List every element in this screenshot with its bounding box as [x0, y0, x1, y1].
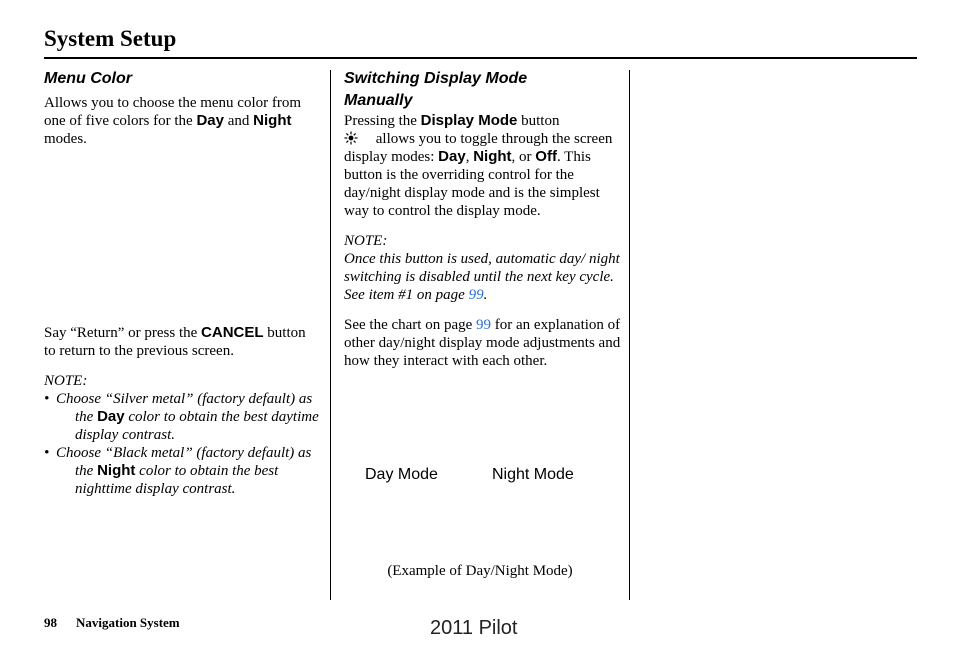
- p1-text-a: Pressing the: [344, 113, 421, 129]
- bullet2-text-a: Choose “Black metal” (factory default) as the: [56, 445, 312, 479]
- cancel-key: CANCEL: [201, 324, 264, 341]
- display-mode-key: Display Mode: [420, 112, 518, 129]
- day-mode-label: Day Mode: [365, 466, 438, 483]
- bullet2-text-b: color to obtain the best nighttime display contrast.: [75, 463, 279, 497]
- p1-text-d: . This button is the overriding control for the day/night display mode and is the simplest way to control the display mode.: [344, 149, 600, 219]
- intro-night-key: Night: [253, 112, 292, 129]
- column-divider-left: [330, 70, 331, 600]
- p1-sep2: , or: [511, 149, 536, 165]
- bullet2-night-key: Night: [97, 462, 136, 479]
- bullet1-text-a: Choose “Silver metal” (factory default) as the: [56, 391, 313, 425]
- watermark: 2011 Pilot: [430, 617, 518, 639]
- bullet1-text-b: color to obtain the best daytime display contrast.: [75, 409, 319, 443]
- switching-heading-line1: Switching Display Mode: [344, 70, 528, 87]
- p2-text-a: See the chart on page: [344, 317, 477, 333]
- p1-off-key: Off: [535, 148, 557, 165]
- p1-sep1: ,: [465, 149, 474, 165]
- example-caption: (Example of Day/Night Mode): [387, 563, 573, 579]
- page-number: 98: [44, 615, 57, 630]
- switching-note-text: [344, 250, 624, 304]
- say-text-b: button to return to the previous screen.: [44, 325, 306, 359]
- intro-text-a: Allows you to choose the menu color from one of five colors for the: [44, 95, 302, 129]
- night-mode-label: Night Mode: [492, 466, 574, 483]
- intro-text-c: modes.: [44, 131, 87, 147]
- bullet-icon: •: [44, 445, 50, 461]
- switching-display-section: [344, 68, 624, 370]
- bullet-icon: •: [44, 391, 50, 407]
- list-item: [44, 444, 319, 498]
- note-text-b: .: [483, 287, 488, 303]
- page-title: System Setup: [44, 26, 177, 51]
- bullet1-day-key: Day: [97, 408, 125, 425]
- say-return-paragraph: [44, 324, 319, 360]
- say-text-a: Say “Return” or press the: [44, 325, 202, 341]
- manual-name: Navigation System: [76, 615, 180, 630]
- menu-color-heading: Menu Color: [44, 70, 132, 87]
- p1-text-c: allows you to toggle through the screen display modes:: [344, 131, 613, 165]
- p1-text-b: button: [517, 113, 560, 129]
- page-99-link-2[interactable]: 99: [476, 317, 492, 333]
- chart-reference-paragraph: [344, 316, 624, 370]
- page-99-link[interactable]: 99: [468, 287, 484, 303]
- menu-color-intro: [44, 94, 319, 148]
- intro-day-key: Day: [196, 112, 224, 129]
- sun-moon-icon: [344, 131, 372, 145]
- switching-heading-line2: Manually: [344, 92, 413, 109]
- menu-color-note-list: [44, 390, 319, 498]
- list-item: [44, 390, 319, 444]
- switching-note-label: NOTE:: [344, 233, 388, 249]
- header-rule: [44, 57, 917, 59]
- p2-text-b: for an explanation of other day/night display mode adjustments and how they interact with each other.: [344, 317, 621, 369]
- p1-day-key: Day: [438, 148, 466, 165]
- p1-night-key: Night: [473, 148, 512, 165]
- note-text-a: Once this button is used, automatic day/ night switching is disabled until the next key cycle. See item #1 on page: [344, 251, 620, 303]
- display-mode-paragraph: [344, 112, 624, 220]
- menu-color-section: [44, 68, 319, 498]
- column-divider-right: [629, 70, 630, 600]
- menu-color-note-label: NOTE:: [44, 373, 88, 389]
- intro-text-b: and: [223, 113, 254, 129]
